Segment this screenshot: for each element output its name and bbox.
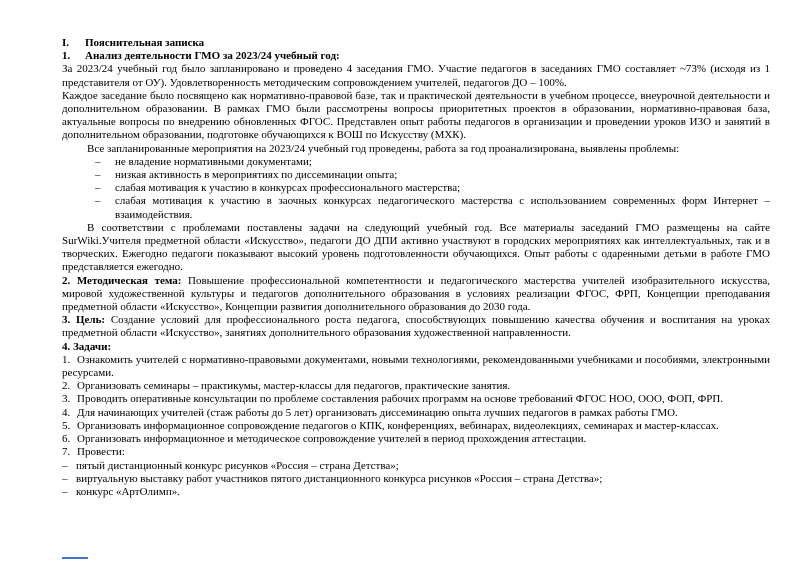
event-text: конкурс «АртОлимп».: [76, 485, 181, 498]
event-item: [62, 485, 770, 499]
tasks-heading: 4. Задачи:: [62, 340, 112, 353]
task-number: 1.: [62, 353, 71, 366]
problem-item: [95, 195, 770, 221]
dash-bullet: –: [62, 485, 68, 498]
section-title: Пояснительная записка: [85, 37, 205, 49]
paragraph-goal: [62, 314, 770, 340]
analysis-number: 1.: [62, 50, 71, 63]
task-text: Организовать семинары – практикумы, мастер-классы для педагогов, практические занятия.: [77, 380, 511, 393]
dash-bullet: –: [62, 459, 68, 472]
task-text: Для начинающих учителей (стаж работы до 5 лет) организовать диссеминацию опыта лучших педагогов в рамках работы ГМО.: [77, 406, 678, 419]
problem-text: слабая мотивация к участию в конкурсах профессионального мастерства;: [115, 182, 461, 195]
problem-item: [95, 169, 770, 182]
task-text: Организовать информационное и методическое сопровождение учителей в период прохождения аттестации.: [77, 433, 587, 446]
task-item: [62, 407, 770, 420]
paragraph-analysis-1: За 2023/24 учебный год было запланировано и проведено 4 заседания ГМО. Участие педагогов в заседаниях ГМО составляет ~73% (исходя из 1 представителя от ОУ). Удовлетворенность методическим сопровождением учителей, педагогов ДО – 100%.: [62, 63, 770, 89]
task-item: [62, 433, 770, 446]
goal-text: Создание условий для профессионального роста педагога, способствующих повышению качества обучения и воспитания на уроках предметной области «Искусство», занятиях дополнительного образования художественной направленности.: [62, 314, 770, 340]
paragraph-problems-intro: Все запланированные мероприятия на 2023/24 учебный год проведены, работа за год проанализирована, выявлены проблемы:: [87, 142, 680, 155]
task-number: 4.: [62, 406, 71, 419]
paragraph-conclusion: В соответствии с проблемами поставлены задачи на следующий учебный год. Все материалы заседаний ГМО размещены на сайте SurWiki.Учителя предметной области «Искусство», педагоги ДО ДПИ активно участвуют в городских мероприятиях как интеллектуальных, так и в творческих. Ежегодно педагоги показывают высокий уровень подготовленности обучающихся. Опыт работы с одаренными детьми в работе ГМО представляется ежегодно.: [62, 221, 770, 274]
problem-text: низкая активность в мероприятиях по диссеминации опыта;: [115, 169, 398, 182]
analysis-title: Анализ деятельности ГМО за 2023/24 учебный год:: [85, 50, 340, 63]
task-text: Ознакомить учителей с нормативно-правовыми документами, новыми технологиями, рекомендованными учебниками и пособиями, электронными ресурсами.: [62, 353, 770, 380]
method-theme-text: Повышение профессиональной компетентности и педагогического мастерства учителей изобразительного искусства, мировой художественной культуры и педагогов дополнительного образования в условиях реализации ФГОС, ФРП, Концепции преподавания предметной области «Искусство», Концепции развития дополнительного образования до 2030 года.: [62, 274, 770, 314]
problem-item: [95, 182, 770, 195]
task-text: Организовать информационное сопровождение педагогов о КПК, конференциях, вебинарах, видеолекциях, семинарах и мастер-классах.: [77, 419, 719, 432]
task-number: 3.: [62, 393, 71, 406]
task-item: [62, 420, 770, 433]
method-theme-label: 2. Методическая тема:: [62, 274, 182, 287]
task-item: [62, 393, 770, 406]
cropped-hyperlink-artifact: [62, 557, 88, 559]
task-number: 7.: [62, 446, 71, 459]
event-item: [62, 459, 770, 473]
paragraph-method-theme: [62, 275, 770, 315]
dash-bullet: –: [95, 195, 101, 208]
task-item: [62, 354, 770, 380]
task-number: 6.: [62, 433, 71, 446]
task-number: 2.: [62, 380, 71, 393]
event-item: [62, 472, 770, 486]
paragraph-analysis-2: Каждое заседание было посвящено как нормативно-правовой базе, так и практической деятельности в учебном процессе, внеурочной деятельности и дополнительном образовании. В рамках ГМО были рассмотрены вопросы приоритетных проектов в образовании, нормативно-правовая база, актуальные вопросы по внедрению обновленных ФГОС. Представлен опыт работы педагогов в организации и проведении уроков ИЗО и занятий в дополнительном образовании, подготовке обучающихся к ВОШ по Искусству (МХК).: [62, 89, 770, 142]
dash-bullet: –: [95, 182, 101, 195]
task-item: [62, 380, 770, 393]
event-text: пятый дистанционный конкурс рисунков «Россия – страна Детства»;: [76, 459, 399, 472]
task-item: [62, 446, 770, 459]
section-number: I.: [62, 37, 70, 49]
task-number: 5.: [62, 419, 71, 432]
analysis-heading: [62, 50, 770, 63]
event-text: виртуальную выставку работ участников пятого дистанционного конкурса рисунков «Россия – страна Детства»;: [76, 472, 603, 485]
problem-text: слабая мотивация к участию в заочных конкурсах педагогического мастерства с использованием современных форм Интернет – взаимодействия.: [115, 195, 770, 221]
dash-bullet: –: [95, 155, 101, 168]
task-text: Провести:: [77, 446, 125, 459]
problem-item: [95, 155, 770, 169]
dash-bullet: –: [62, 472, 68, 485]
dash-bullet: –: [95, 169, 101, 182]
task-text: Проводить оперативные консультации по проблеме составления рабочих программ на основе требований ФГОС НОО, ООО, ФОП, ФРП.: [77, 393, 724, 406]
problem-text: не владение нормативными документами;: [115, 155, 312, 168]
goal-label: 3. Цель:: [62, 314, 106, 327]
section-heading: [62, 37, 770, 50]
